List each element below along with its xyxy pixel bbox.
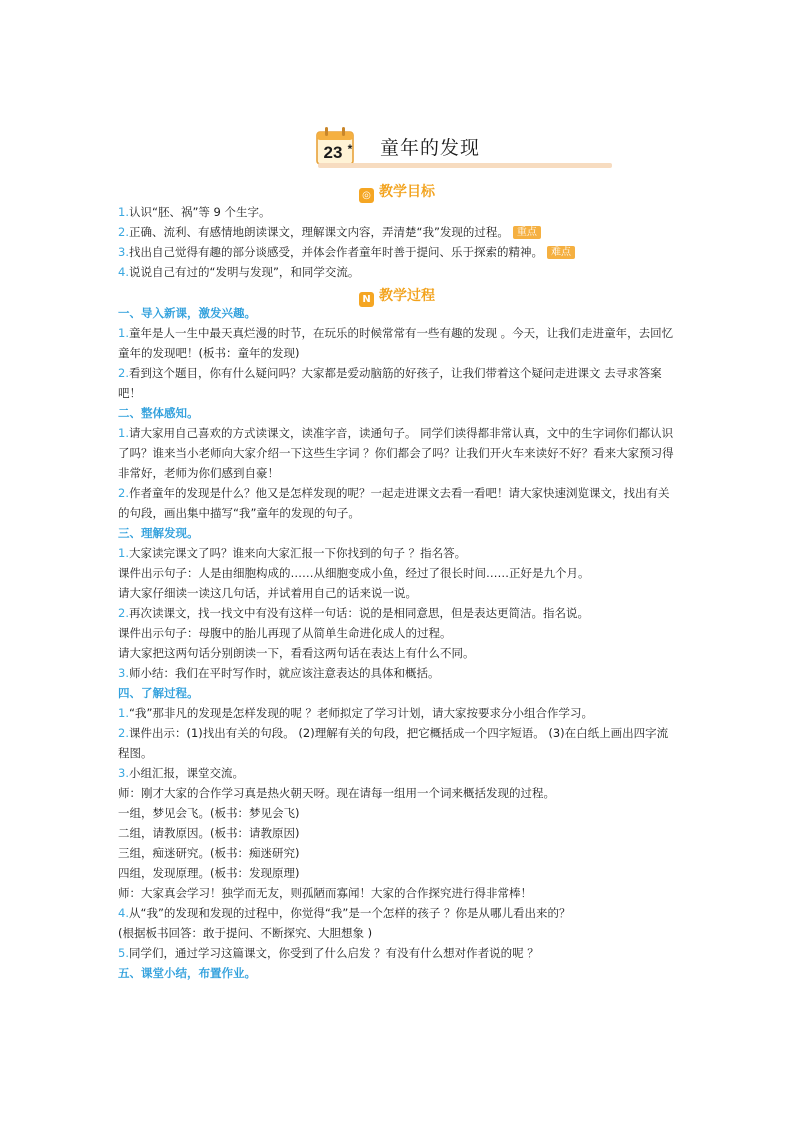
paragraph: 1.请大家用自己喜欢的方式读课文，读准字音，读通句子。 同学们读得都非常认真，文中的生字词你们都认识了吗？谁来当小老师向大家介绍一下这些生字词 ？你们都会了吗？让我们开火车来读好不好？看来大家预习得非常好，老师为你们感到自豪！	[118, 426, 674, 480]
goals-heading	[0, 181, 794, 203]
paragraph: 1.童年是人一生中最天真烂漫的时节，在玩乐的时候常常有一些有趣的发现 。今天，让我们走进童年，去回忆童年的发现吧！(板书：童年的发现)	[118, 326, 674, 360]
paragraph: 三组，痴迷研究。(板书：痴迷研究)	[118, 846, 300, 860]
paragraph: 四组，发现原理。(板书：发现原理)	[118, 866, 300, 880]
goal-item: 2.正确、流利、有感情地朗读课文，理解课文内容，弄清楚“我”发现的过程。 重点	[118, 222, 678, 242]
paragraph: 师：刚才大家的合作学习真是热火朝天呀。现在请每一组用一个词来概括发现的过程。	[118, 786, 555, 800]
key-point-badge: 重点	[513, 226, 541, 239]
target-icon: ◎	[359, 188, 374, 203]
paragraph: 1.大家读完课文了吗？谁来向大家汇报一下你找到的句子 ？指名答。	[118, 546, 467, 560]
paragraph: 3.小组汇报，课堂交流。	[118, 766, 244, 780]
paragraph: 请大家把这两句话分别朗读一下，看看这两句话在表达上有什么不同。	[118, 646, 475, 660]
title-underline	[318, 163, 612, 168]
goal-item: 4.说说自己有过的“发明与发现”，和同学交流。	[118, 265, 360, 279]
paragraph: 2.课件出示：(1)找出有关的句段。 (2)理解有关的句段，把它概括成一个四字短语。 (3)在白纸上画出四字流程图。	[118, 726, 669, 760]
paragraph: 3.师小结：我们在平时写作时，就应该注意表达的具体和概括。	[118, 666, 440, 680]
lesson-star: *	[347, 142, 353, 156]
paragraph: 师：大家真会学习！独学而无友，则孤陋而寡闻！大家的合作探究进行得非常棒！	[118, 886, 532, 900]
calendar-icon	[314, 125, 358, 167]
goal-item: 1.认识“胚、祸”等 9 个生字。	[118, 205, 271, 219]
paragraph: 课件出示句子：人是由细胞构成的……从细胞变成小鱼，经过了很长时间……正好是九个月。	[118, 566, 590, 580]
subsection-title: 三、理解发现。	[118, 526, 199, 540]
subsection-title: 四、了解过程。	[118, 686, 199, 700]
paragraph: 2.再次读课文，找一找文中有没有这样一句话：说的是相同意思，但是表达更简洁。指名说。	[118, 606, 589, 620]
goals-list	[118, 202, 678, 282]
subsection-title: 一、导入新课，激发兴趣。	[118, 306, 256, 320]
paragraph: 1.“我”那非凡的发现是怎样发现的呢 ？老师拟定了学习计划，请大家按要求分小组合作学习。	[118, 706, 594, 720]
paragraph: 5.同学们，通过学习这篇课文，你受到了什么启发 ？有没有什么想对作者说的呢 ？	[118, 946, 539, 960]
paragraph: 课件出示句子：母腹中的胎儿再现了从简单生命进化成人的过程。	[118, 626, 452, 640]
paragraph: 二组，请教原因。(板书：请教原因)	[118, 826, 300, 840]
goals-heading-label: 教学目标	[379, 184, 435, 200]
process-heading-label: 教学过程	[379, 288, 435, 304]
paragraph: 2.作者童年的发现是什么？他又是怎样发现的呢？一起走进课文去看一看吧！请大家快速浏览课文，找出有关的句段，画出集中描写“我”童年的发现的句子。	[118, 486, 670, 520]
lesson-title: 童年的发现	[380, 137, 481, 159]
paragraph: 请大家仔细读一读这几句话，并试着用自己的话来说一说。	[118, 586, 417, 600]
subsection-title: 五、课堂小结，布置作业。	[118, 966, 256, 980]
difficulty-badge: 难点	[547, 246, 575, 259]
paragraph: 4.从“我”的发现和发现的过程中，你觉得“我”是一个怎样的孩子 ？你是从哪儿看出来的？	[118, 906, 571, 920]
paragraph: 2.看到这个题目，你有什么疑问吗？大家都是爱动脑筋的好孩子，让我们带着这个疑问走进课文 去寻求答案吧！	[118, 366, 662, 400]
paragraph: (根据板书回答：敢于提问、不断探究、大胆想象 )	[118, 926, 373, 940]
subsection-title: 二、整体感知。	[118, 406, 199, 420]
process-body	[118, 303, 678, 983]
paragraph: 一组，梦见会飞。(板书：梦见会飞)	[118, 806, 300, 820]
lesson-number: 23	[323, 143, 343, 162]
goal-item: 3.找出自己觉得有趣的部分谈感受，并体会作者童年时善于提问、乐于探索的精神。 难点	[118, 242, 678, 262]
steps-icon: N	[359, 292, 374, 307]
